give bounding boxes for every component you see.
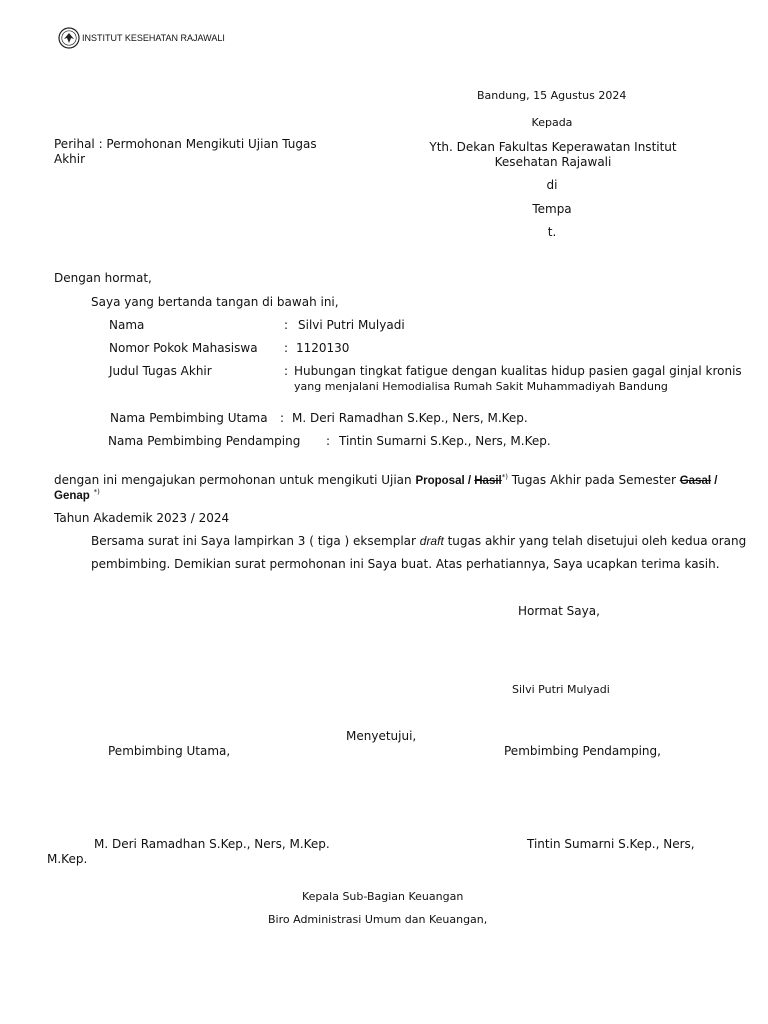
- body-line2: pembimbing. Demikian surat permohonan ini Saya buat. Atas perhatiannya, Saya ucapkan terima kasih.: [91, 557, 720, 571]
- field-npm-value: 1120130: [296, 341, 350, 355]
- body-line1: [91, 534, 746, 548]
- approval-right-role: Pembimbing Pendamping,: [504, 744, 661, 758]
- approval-right-name-line1: Tintin Sumarni S.Kep., Ners,: [527, 837, 695, 851]
- body-line1-pre: Bersama surat ini Saya lampirkan 3 ( tiga ) eksemplar: [91, 534, 420, 548]
- field-npm-sep: :: [284, 341, 289, 355]
- request-text-2: Tugas Akhir pada Semester: [507, 473, 680, 487]
- footer-line2: Biro Administrasi Umum dan Keuangan,: [268, 913, 488, 926]
- academic-year: Tahun Akademik 2023 / 2024: [54, 511, 230, 525]
- recipient-tempat-1: Tempa: [532, 202, 572, 216]
- body-line1-post: tugas akhir yang telah disetujui oleh kedua orang: [443, 534, 747, 548]
- signer-name: Silvi Putri Mulyadi: [512, 683, 610, 696]
- recipient-line1: Yth. Dekan Fakultas Keperawatan Institut: [429, 140, 677, 154]
- field-nama-sep: :: [284, 318, 289, 332]
- request-text-1: dengan ini mengajukan permohonan untuk mengikuti Ujian: [54, 473, 416, 487]
- field-judul-value-line1: Hubungan tingkat fatigue dengan kualitas hidup pasien gagal ginjal kronis: [294, 364, 742, 378]
- approval-left-name: M. Deri Ramadhan S.Kep., Ners, M.Kep.: [94, 837, 330, 851]
- institution-name: INSTITUT KESEHATAN RAJAWALI: [82, 33, 225, 43]
- body-line1-draft: draft: [419, 534, 444, 548]
- field-nama-label: Nama: [109, 318, 145, 332]
- footer-line1: Kepala Sub-Bagian Keuangan: [302, 890, 464, 903]
- field-judul-value-line2: yang menjalani Hemodialisa Rumah Sakit Muhammadiyah Bandung: [294, 380, 668, 393]
- approval-left-role: Pembimbing Utama,: [108, 744, 231, 758]
- subject-line2: Akhir: [54, 152, 86, 166]
- recipient-tempat-2: t.: [547, 225, 557, 239]
- request-slash: /: [711, 475, 718, 487]
- field-pembimbing-pendamping-label: Nama Pembimbing Pendamping: [108, 434, 301, 448]
- request-hasil: Hasil: [474, 475, 502, 487]
- request-genap: Genap: [54, 490, 90, 502]
- field-pembimbing-utama-value: M. Deri Ramadhan S.Kep., Ners, M.Kep.: [292, 411, 528, 425]
- letter-date: Bandung, 15 Agustus 2024: [477, 89, 627, 102]
- field-nama-value: Silvi Putri Mulyadi: [298, 318, 405, 332]
- field-npm-label: Nomor Pokok Mahasiswa: [109, 341, 258, 355]
- approval-right-name-line2: M.Kep.: [47, 852, 88, 866]
- institution-logo-icon: [58, 27, 80, 49]
- approval-title: Menyetujui,: [346, 729, 417, 743]
- intro-text: Saya yang bertanda tangan di bawah ini,: [91, 295, 339, 309]
- field-judul-label: Judul Tugas Akhir: [109, 364, 212, 378]
- greeting: Dengan hormat,: [54, 271, 152, 285]
- field-pembimbing-utama-label: Nama Pembimbing Utama: [110, 411, 268, 425]
- field-pembimbing-utama-sep: :: [280, 411, 285, 425]
- request-gasal: Gasal: [679, 475, 712, 487]
- field-pembimbing-pendamping-sep: :: [326, 434, 331, 448]
- request-mark-1: *): [501, 473, 508, 481]
- request-proposal: Proposal /: [415, 475, 475, 487]
- recipient-di: di: [546, 178, 558, 192]
- request-mark-2: *): [93, 488, 100, 496]
- field-judul-sep: :: [284, 364, 289, 378]
- recipient-line2: Kesehatan Rajawali: [494, 155, 612, 169]
- request-line2: [54, 488, 100, 502]
- subject-line1: Perihal : Permohonan Mengikuti Ujian Tugas: [54, 137, 317, 151]
- request-line1: [54, 473, 717, 487]
- recipient-kepada: Kepada: [531, 116, 573, 129]
- field-pembimbing-pendamping-value: Tintin Sumarni S.Kep., Ners, M.Kep.: [339, 434, 551, 448]
- closing: Hormat Saya,: [518, 604, 600, 618]
